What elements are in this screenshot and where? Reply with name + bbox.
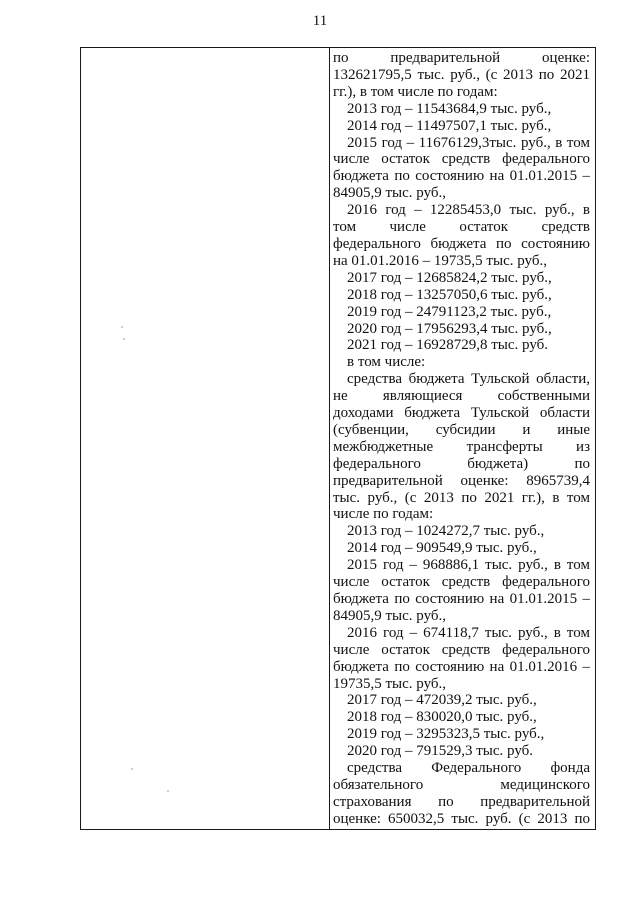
text-line: 2017 год – 472039,2 тыс. руб., [347, 692, 537, 709]
text-line: бюджета по состоянию на 01.01.2016 – [333, 658, 590, 675]
text-line: 2013 год – 1024272,7 тыс. руб., [347, 523, 545, 540]
text-line: межбюджетные трансферты из [333, 438, 590, 455]
text-line: 19735,5 тыс. руб., [333, 675, 447, 692]
text-line: 2016 год – 674118,7 тыс. руб., в том [347, 624, 590, 641]
scan-speck [121, 326, 123, 328]
document-table [80, 47, 596, 830]
text-line: федерального бюджета) по [333, 455, 590, 472]
text-line: страхования по предварительной [333, 793, 590, 810]
text-line: средства бюджета Тульской области, [347, 371, 590, 388]
text-line: бюджета по состоянию на 01.01.2015 – [333, 591, 590, 607]
text-line: 2015 год – 968886,1 тыс. руб., в том [347, 557, 590, 574]
scan-speck [131, 768, 133, 770]
text-line: на 01.01.2016 – 19735,5 тыс. руб., [333, 252, 547, 269]
text-line: числе по годам: [333, 506, 434, 523]
text-line: оценке: 650032,5 тыс. руб. (с 2013 по [333, 810, 590, 827]
text-line: 2014 год – 11497507,1 тыс. руб., [347, 117, 552, 134]
text-line: тыс. руб., (с 2013 по 2021 гг.), в том [333, 489, 590, 506]
text-line: гг.), в том числе по годам: [333, 83, 498, 100]
text-line: (субвенции, субсидии и иные [333, 421, 590, 438]
text-line: 84905,9 тыс. руб., [333, 607, 447, 624]
text-line: по предварительной оценке: [333, 50, 590, 66]
text-line: 84905,9 тыс. руб., [333, 185, 447, 202]
text-line: 2016 год – 12285453,0 тыс. руб., в [347, 202, 590, 219]
text-line: 2013 год – 11543684,9 тыс. руб., [347, 100, 552, 117]
text-line: в том числе: [347, 354, 426, 371]
scan-speck [123, 338, 125, 340]
text-line: доходами бюджета Тульской области [333, 405, 590, 422]
text-line: не являющиеся собственными [333, 388, 590, 405]
scan-speck [167, 790, 169, 792]
text-line: том числе остаток средств [333, 219, 590, 236]
text-line: 2021 год – 16928729,8 тыс. руб. [347, 337, 549, 354]
table-right-cell [330, 48, 596, 829]
text-line: 2018 год – 830020,0 тыс. руб., [347, 709, 537, 726]
text-line: 2018 год – 13257050,6 тыс. руб., [347, 286, 552, 303]
text-line: числе остаток средств федерального [333, 151, 590, 168]
text-line: 132621795,5 тыс. руб., (с 2013 по 2021 [333, 66, 590, 83]
text-line: обязательного медицинского [333, 776, 590, 793]
text-line: числе остаток средств федерального [333, 574, 590, 591]
text-line: 2015 год – 11676129,3тыс. руб., в том [347, 134, 590, 151]
text-line: 2017 год – 12685824,2 тыс. руб., [347, 269, 552, 286]
text-line: федерального бюджета по состоянию [333, 235, 590, 252]
text-line: числе остаток средств федерального [333, 641, 590, 658]
text-line: 2019 год – 24791123,2 тыс. руб., [347, 303, 552, 320]
table-left-cell [81, 48, 329, 829]
text-line: 2019 год – 3295323,5 тыс. руб., [347, 726, 545, 743]
text-line: 2020 год – 17956293,4 тыс. руб., [347, 320, 552, 337]
text-line: предварительной оценке: 8965739,4 [333, 472, 590, 489]
text-line: средства Федерального фонда [347, 760, 590, 777]
text-line: 2014 год – 909549,9 тыс. руб., [347, 540, 537, 557]
page-number: 11 [312, 13, 328, 29]
text-line: 2020 год – 791529,3 тыс. руб. [347, 743, 534, 760]
text-line: бюджета по состоянию на 01.01.2015 – [333, 168, 590, 185]
